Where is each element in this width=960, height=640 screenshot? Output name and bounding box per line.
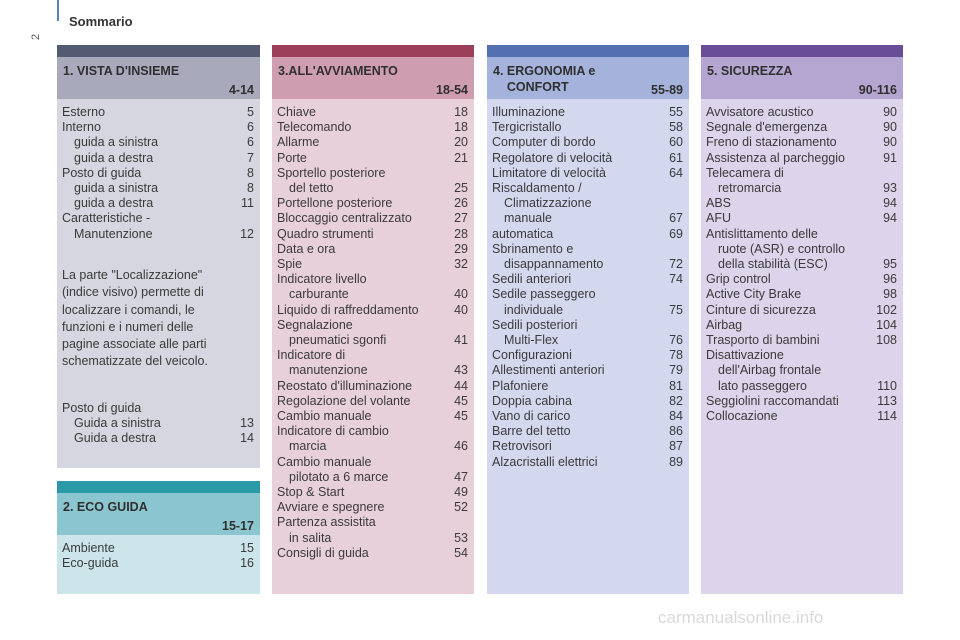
- toc-entry-label: guida a sinistra: [74, 135, 159, 150]
- toc-entry-label: AFU: [706, 211, 731, 226]
- toc-entry[interactable]: [277, 227, 468, 242]
- toc-entry[interactable]: [62, 416, 254, 431]
- toc-entry-label: Indicatore livello: [277, 272, 367, 287]
- localization-note: La parte "Localizzazione" (indice visivo) permette di localizzare i comandi, le funzioni e i numeri delle pagine associate alle parti schematizzate del veicolo.: [62, 268, 208, 369]
- toc-entry-label: individuale: [504, 302, 564, 317]
- toc-entry[interactable]: [62, 181, 254, 196]
- toc-entry-page: 27: [454, 211, 468, 226]
- toc-entry-label: Computer di bordo: [492, 135, 596, 150]
- toc-entry-label: Quadro strumenti: [277, 226, 374, 241]
- toc-entry[interactable]: [706, 303, 897, 318]
- toc-entry-label: Freno di stazionamento: [706, 135, 837, 150]
- toc-entry-label: Chiave: [277, 105, 316, 119]
- toc-entry[interactable]: [492, 379, 683, 394]
- toc-entry-page: 41: [454, 333, 468, 348]
- section-page-range: 55-89: [651, 83, 683, 97]
- toc-entry[interactable]: [277, 211, 468, 226]
- toc-entry-page: 40: [454, 302, 468, 317]
- toc-entry-page: 52: [454, 500, 468, 515]
- toc-entry-label: Seggiolini raccomandati: [706, 393, 839, 408]
- toc-entry[interactable]: [492, 287, 683, 302]
- toc-entry-page: 81: [669, 378, 683, 393]
- toc-entry-page: 20: [454, 135, 468, 150]
- toc-entry-page: 69: [669, 226, 683, 241]
- toc-entry[interactable]: [277, 470, 468, 485]
- toc-entry-page: 82: [669, 393, 683, 408]
- toc-entry-label: lato passeggero: [718, 378, 807, 393]
- toc-entry-label: Regolatore di velocità: [492, 150, 613, 165]
- toc-entry-label: in salita: [289, 530, 332, 545]
- toc-entry-label: guida a sinistra: [74, 181, 159, 196]
- toc-entry-label: Guida a destra: [74, 431, 156, 446]
- toc-entry-label: marcia: [289, 439, 327, 454]
- section-header[interactable]: [57, 493, 260, 535]
- toc-entry[interactable]: [62, 196, 254, 211]
- section-body: [57, 535, 260, 594]
- toc-list: [62, 105, 254, 242]
- toc-entry-label: Portellone posteriore: [277, 196, 393, 211]
- section-body: [272, 99, 474, 594]
- toc-entry[interactable]: [492, 211, 683, 226]
- toc-entry[interactable]: [706, 318, 897, 333]
- toc-entry-label: della stabilità (ESC): [718, 257, 828, 272]
- toc-entry[interactable]: [706, 257, 897, 272]
- toc-entry-label: Partenza assistita: [277, 515, 376, 530]
- toc-entry[interactable]: [492, 242, 683, 257]
- header-accent-bar: [57, 0, 59, 21]
- section-title: 2. ECO GUIDA: [63, 500, 148, 514]
- toc-entry-page: 12: [240, 226, 254, 241]
- toc-entry[interactable]: [62, 105, 254, 120]
- toc-entry[interactable]: [706, 105, 897, 120]
- toc-entry-page: 13: [240, 416, 254, 431]
- toc-entry-label: Cinture di sicurezza: [706, 302, 816, 317]
- toc-entry-page: 96: [883, 272, 897, 287]
- toc-entry-label: Manutenzione: [74, 226, 153, 241]
- toc-entry-page: 6: [247, 120, 254, 135]
- toc-entry-label: Caratteristiche -: [62, 211, 151, 226]
- toc-entry-label: manuale: [504, 211, 552, 226]
- toc-entry[interactable]: [62, 556, 254, 571]
- toc-entry[interactable]: [277, 394, 468, 409]
- toc-entry-page: 18: [454, 120, 468, 135]
- toc-entry[interactable]: [62, 120, 254, 135]
- toc-entry-page: 49: [454, 485, 468, 500]
- toc-entry-label: Trasporto di bambini: [706, 333, 820, 348]
- toc-entry-page: 43: [454, 363, 468, 378]
- toc-entry[interactable]: [277, 409, 468, 424]
- toc-entry-page: 89: [669, 454, 683, 469]
- toc-entry[interactable]: [277, 287, 468, 302]
- toc-entry-label: del tetto: [289, 181, 334, 196]
- toc-entry-page: 45: [454, 409, 468, 424]
- toc-entry-label: Grip control: [706, 272, 771, 287]
- toc-entry[interactable]: [277, 379, 468, 394]
- toc-entry-page: 16: [240, 556, 254, 571]
- toc-entry-label: Riscaldamento /: [492, 181, 582, 196]
- toc-entry[interactable]: [62, 227, 254, 242]
- toc-entry[interactable]: [277, 151, 468, 166]
- toc-entry-label: guida a destra: [74, 150, 154, 165]
- toc-entry-label: Indicatore di: [277, 348, 346, 363]
- toc-entry-page: 32: [454, 257, 468, 272]
- toc-entry-label: Sedili anteriori: [492, 272, 572, 287]
- toc-entry-page: 86: [669, 424, 683, 439]
- toc-entry-label: Sedile passeggero: [492, 287, 596, 302]
- toc-entry-page: 6: [247, 135, 254, 150]
- toc-entry-page: 114: [877, 409, 897, 424]
- toc-entry-page: 110: [877, 378, 897, 393]
- toc-entry-page: 18: [454, 105, 468, 119]
- toc-entry-page: 94: [883, 211, 897, 226]
- toc-entry-label: pilotato a 6 marce: [289, 469, 389, 484]
- toc-entry-label: Allarme: [277, 135, 320, 150]
- toc-entry[interactable]: [277, 135, 468, 150]
- toc-entry-label: disappannamento: [504, 257, 604, 272]
- toc-entry[interactable]: [277, 546, 468, 561]
- toc-entry-label: Interno: [62, 120, 101, 135]
- toc-entry[interactable]: [492, 394, 683, 409]
- toc-entry-label: Configurazioni: [492, 348, 572, 363]
- toc-entry-page: 46: [454, 439, 468, 454]
- toc-entry-label: Alzacristalli elettrici: [492, 454, 598, 469]
- toc-entry[interactable]: [277, 500, 468, 515]
- section-page-range: 15-17: [222, 519, 254, 533]
- toc-entry-page: 93: [883, 181, 897, 196]
- toc-entry-label: Bloccaggio centralizzato: [277, 211, 412, 226]
- toc-entry[interactable]: [492, 151, 683, 166]
- toc-entry[interactable]: [706, 409, 897, 424]
- toc-entry-page: 8: [247, 165, 254, 180]
- toc-entry-page: 91: [883, 150, 897, 165]
- section-title: 1. VISTA D'INSIEME: [63, 64, 180, 78]
- toc-entry-page: 15: [240, 541, 254, 555]
- toc-entry-page: 90: [883, 105, 897, 119]
- toc-entry-page: 74: [669, 272, 683, 287]
- toc-entry[interactable]: [62, 431, 254, 446]
- toc-entry-label: Cambio manuale: [277, 454, 372, 469]
- toc-entry[interactable]: [706, 363, 897, 378]
- toc-entry-label: Retrovisori: [492, 439, 552, 454]
- toc-entry-label: Telecamera di: [706, 165, 784, 180]
- toc-entry-page: 79: [669, 363, 683, 378]
- toc-entry-page: 7: [247, 150, 254, 165]
- toc-entry-page: 72: [669, 257, 683, 272]
- toc-entry-label: Allestimenti anteriori: [492, 363, 605, 378]
- toc-entry-label: Tergicristallo: [492, 120, 562, 135]
- toc-entry[interactable]: [706, 348, 897, 363]
- section-title: 4. ERGONOMIA e CONFORT: [493, 64, 596, 94]
- toc-entry[interactable]: [492, 439, 683, 454]
- toc-entry-page: 84: [669, 409, 683, 424]
- toc-entry-page: 25: [454, 181, 468, 196]
- toc-list: [492, 105, 683, 470]
- toc-entry-page: 55: [669, 105, 683, 119]
- toc-entry[interactable]: [277, 515, 468, 530]
- toc-entry[interactable]: [706, 227, 897, 242]
- toc-entry[interactable]: [277, 303, 468, 318]
- section-title: 5. SICUREZZA: [707, 64, 793, 78]
- toc-entry-label: manutenzione: [289, 363, 368, 378]
- toc-entry[interactable]: [492, 409, 683, 424]
- section-cap: [701, 45, 903, 57]
- section-sicurezza: [701, 45, 903, 594]
- toc-entry-label: Disattivazione: [706, 348, 784, 363]
- section-avviamento: [272, 45, 474, 594]
- section-page-range: 18-54: [436, 83, 468, 97]
- section-body: [487, 99, 689, 594]
- section-body: [701, 99, 903, 594]
- toc-entry[interactable]: [277, 120, 468, 135]
- toc-entry-label: Plafoniere: [492, 378, 549, 393]
- toc-entry[interactable]: [492, 257, 683, 272]
- toc-entry-label: Limitatore di velocità: [492, 165, 606, 180]
- toc-list: [706, 105, 897, 424]
- section-vista-insieme: [57, 45, 260, 468]
- toc-entry-page: 54: [454, 545, 468, 560]
- toc-entry-label: Active City Brake: [706, 287, 802, 302]
- toc-entry[interactable]: [277, 348, 468, 363]
- toc-entry-label: Segnale d'emergenza: [706, 120, 828, 135]
- toc-entry[interactable]: [62, 541, 254, 556]
- toc-entry[interactable]: [706, 181, 897, 196]
- toc-entry-label: Liquido di raffreddamento: [277, 302, 419, 317]
- toc-entry[interactable]: [277, 272, 468, 287]
- toc-entry-label: Posto di guida: [62, 165, 142, 180]
- toc-entry-label: retromarcia: [718, 181, 782, 196]
- toc-entry-label: Regolazione del volante: [277, 393, 411, 408]
- toc-entry-page: 64: [669, 165, 683, 180]
- toc-entry-page: 58: [669, 120, 683, 135]
- toc-entry-label: Sbrinamento e: [492, 241, 574, 256]
- toc-entry-label: Barre del tetto: [492, 424, 571, 439]
- toc-entry-page: 67: [669, 211, 683, 226]
- toc-entry-label: Spie: [277, 257, 303, 272]
- toc-entry-label: Multi-Flex: [504, 333, 559, 348]
- toc-entry-label: Illuminazione: [492, 105, 565, 119]
- toc-entry-page: 5: [247, 105, 254, 119]
- toc-entry-label: ABS: [706, 196, 732, 211]
- toc-entry[interactable]: [706, 196, 897, 211]
- page-title: Sommario: [69, 14, 133, 29]
- toc-entry[interactable]: [62, 135, 254, 150]
- toc-entry-label: carburante: [289, 287, 349, 302]
- toc-entry-page: 61: [669, 150, 683, 165]
- toc-entry-page: 60: [669, 135, 683, 150]
- toc-entry-label: Esterno: [62, 105, 106, 119]
- section-cap: [57, 45, 260, 57]
- toc-entry-label: Indicatore di cambio: [277, 424, 389, 439]
- toc-entry[interactable]: [492, 424, 683, 439]
- toc-entry-page: 90: [883, 135, 897, 150]
- section-page-range: 90-116: [858, 83, 897, 97]
- toc-entry[interactable]: [277, 439, 468, 454]
- toc-entry-label: Collocazione: [706, 409, 778, 424]
- toc-entry-page: 26: [454, 196, 468, 211]
- toc-entry-page: 95: [883, 257, 897, 272]
- toc-entry[interactable]: [277, 242, 468, 257]
- toc-entry-label: dell'Airbag frontale: [718, 363, 822, 378]
- toc-entry[interactable]: [62, 401, 254, 416]
- toc-entry[interactable]: [492, 318, 683, 333]
- toc-entry[interactable]: [277, 363, 468, 378]
- toc-entry-label: Posto di guida: [62, 401, 142, 415]
- toc-entry[interactable]: [277, 105, 468, 120]
- toc-entry-page: 98: [883, 287, 897, 302]
- toc-entry[interactable]: [492, 348, 683, 363]
- toc-entry-label: Eco-guida: [62, 556, 119, 571]
- toc-entry-page: 104: [876, 317, 897, 332]
- toc-entry-label: Climatizzazione: [504, 196, 592, 211]
- toc-entry[interactable]: [277, 424, 468, 439]
- toc-entry[interactable]: [706, 166, 897, 181]
- page-number: 2: [30, 33, 42, 40]
- toc-entry[interactable]: [706, 394, 897, 409]
- toc-entry[interactable]: [492, 303, 683, 318]
- toc-entry-page: 47: [454, 469, 468, 484]
- toc-entry[interactable]: [277, 257, 468, 272]
- toc-entry-label: Assistenza al parcheggio: [706, 150, 845, 165]
- toc-entry-page: 90: [883, 120, 897, 135]
- toc-entry[interactable]: [706, 211, 897, 226]
- toc-entry[interactable]: [706, 120, 897, 135]
- toc-entry-label: Ambiente: [62, 541, 115, 555]
- toc-entry-page: 28: [454, 226, 468, 241]
- toc-entry-page: 87: [669, 439, 683, 454]
- toc-entry[interactable]: [492, 135, 683, 150]
- toc-entry[interactable]: [277, 333, 468, 348]
- toc-entry[interactable]: [492, 196, 683, 211]
- toc-entry-label: Vano di carico: [492, 409, 571, 424]
- toc-entry-page: 94: [883, 196, 897, 211]
- toc-entry-page: 76: [669, 333, 683, 348]
- toc-entry[interactable]: [706, 151, 897, 166]
- toc-entry-page: 8: [247, 181, 254, 196]
- section-header[interactable]: [701, 57, 903, 99]
- toc-entry-label: Consigli di guida: [277, 545, 369, 560]
- toc-entry-page: 113: [877, 393, 897, 408]
- section-cap: [272, 45, 474, 57]
- section-page-range: 4-14: [228, 83, 254, 97]
- toc-entry-label: Airbag: [706, 317, 743, 332]
- section-eco-guida: [57, 481, 260, 594]
- section-body: [57, 99, 260, 468]
- toc-entry-label: Doppia cabina: [492, 393, 572, 408]
- toc-entry-label: Avvisatore acustico: [706, 105, 814, 119]
- toc-entry-page: 29: [454, 241, 468, 256]
- toc-entry[interactable]: [277, 166, 468, 181]
- toc-entry-page: 11: [241, 196, 254, 211]
- toc-entry-label: Telecomando: [277, 120, 352, 135]
- toc-entry[interactable]: [706, 135, 897, 150]
- toc-entry[interactable]: [706, 287, 897, 302]
- toc-entry-label: pneumatici sgonfi: [289, 333, 387, 348]
- toc-entry-page: 108: [876, 333, 897, 348]
- toc-entry[interactable]: [492, 333, 683, 348]
- toc-entry[interactable]: [706, 379, 897, 394]
- toc-entry[interactable]: [277, 531, 468, 546]
- toc-list: [62, 541, 254, 571]
- toc-entry-page: 78: [669, 348, 683, 363]
- toc-entry-page: 40: [454, 287, 468, 302]
- toc-entry[interactable]: [706, 272, 897, 287]
- toc-entry-page: 75: [669, 302, 683, 317]
- toc-entry-label: Guida a sinistra: [74, 416, 161, 431]
- section-ergonomia-confort: [487, 45, 689, 594]
- toc-entry[interactable]: [277, 196, 468, 211]
- toc-entry-page: 53: [454, 530, 468, 545]
- section-header[interactable]: [57, 57, 260, 99]
- toc-entry-label: Sedili posteriori: [492, 317, 578, 332]
- toc-entry[interactable]: [492, 227, 683, 242]
- toc-entry[interactable]: [277, 181, 468, 196]
- toc-entry[interactable]: [492, 272, 683, 287]
- toc-entry-page: 44: [454, 378, 468, 393]
- toc-entry-label: Segnalazione: [277, 317, 353, 332]
- toc-entry-label: Porte: [277, 150, 307, 165]
- toc-entry-label: Stop & Start: [277, 485, 345, 500]
- toc-entry[interactable]: [492, 166, 683, 181]
- toc-entry[interactable]: [492, 455, 683, 470]
- toc-entry[interactable]: [492, 105, 683, 120]
- toc-list-driving-position: [62, 401, 254, 447]
- toc-entry[interactable]: [492, 363, 683, 378]
- toc-entry[interactable]: [62, 166, 254, 181]
- section-header[interactable]: [487, 57, 689, 99]
- toc-entry-label: Cambio manuale: [277, 409, 372, 424]
- toc-entry-page: 45: [454, 393, 468, 408]
- toc-entry[interactable]: [277, 485, 468, 500]
- toc-list: [277, 105, 468, 561]
- watermark: carmanualsonline.info: [658, 608, 824, 627]
- toc-entry[interactable]: [492, 181, 683, 196]
- section-header[interactable]: [272, 57, 474, 99]
- toc-entry[interactable]: [706, 242, 897, 257]
- toc-entry-label: automatica: [492, 226, 554, 241]
- toc-entry-label: Avviare e spegnere: [277, 500, 385, 515]
- toc-entry-label: Reostato d'illuminazione: [277, 378, 413, 393]
- toc-entry-page: 21: [454, 150, 468, 165]
- toc-entry-label: Data e ora: [277, 241, 336, 256]
- toc-entry-page: 102: [876, 302, 897, 317]
- toc-entry[interactable]: [492, 120, 683, 135]
- toc-entry[interactable]: [62, 151, 254, 166]
- toc-entry[interactable]: [277, 318, 468, 333]
- toc-entry-page: 14: [240, 431, 254, 446]
- section-cap: [487, 45, 689, 57]
- section-title: 3.ALL'AVVIAMENTO: [278, 64, 398, 78]
- toc-entry-label: Antislittamento delle: [706, 226, 818, 241]
- section-cap: [57, 481, 260, 493]
- toc-entry[interactable]: [706, 333, 897, 348]
- toc-entry[interactable]: [277, 455, 468, 470]
- toc-entry-label: Sportello posteriore: [277, 165, 386, 180]
- toc-entry[interactable]: [62, 211, 254, 226]
- toc-entry-label: guida a destra: [74, 196, 154, 211]
- toc-entry-label: ruote (ASR) e controllo: [718, 241, 846, 256]
